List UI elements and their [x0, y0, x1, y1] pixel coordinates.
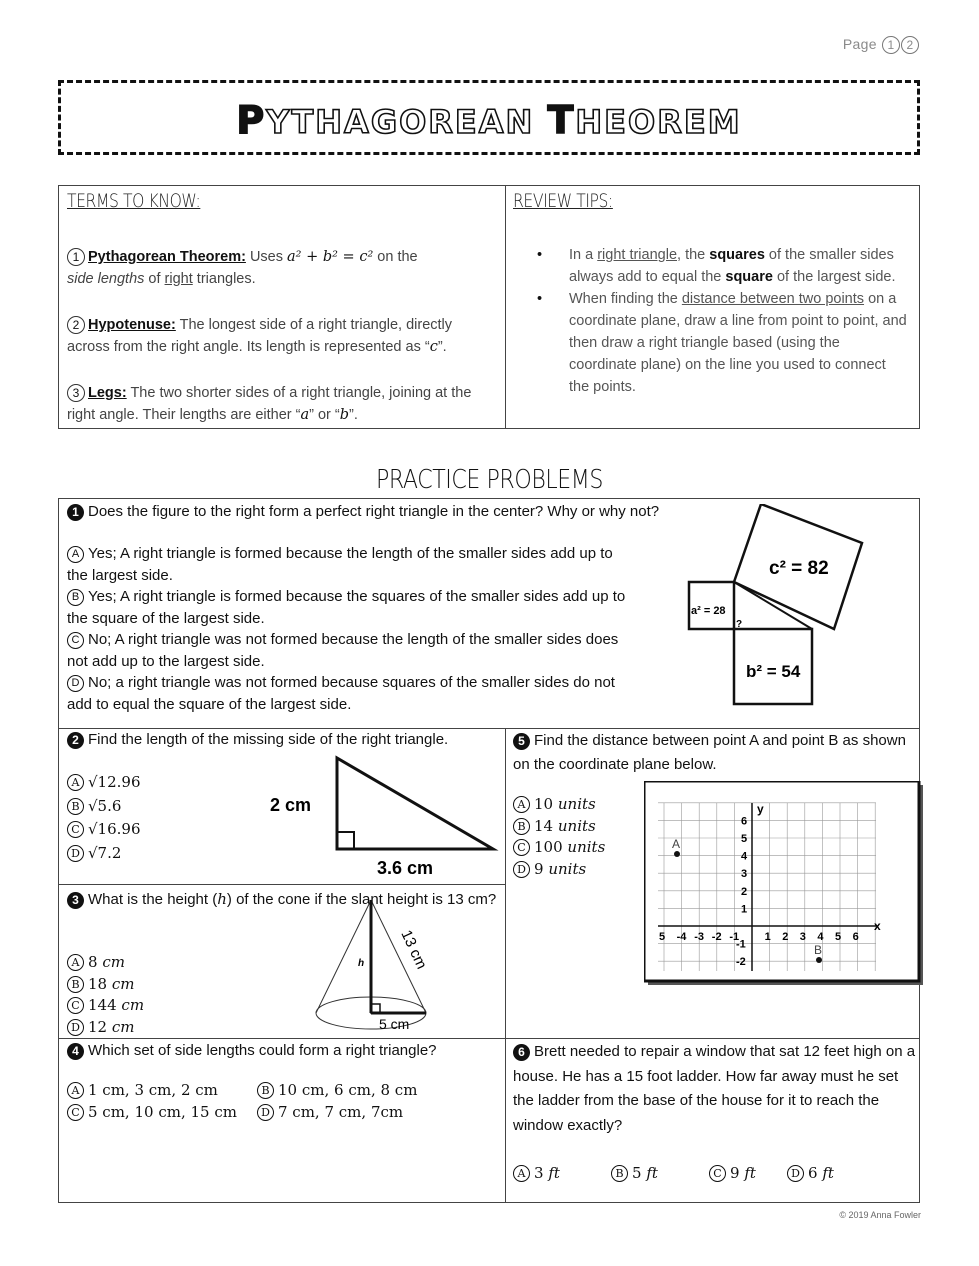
page-title: [61, 98, 917, 142]
x-tick-label: 2: [782, 931, 789, 943]
x-tick-label: 5: [659, 931, 666, 943]
title-part-1: YTHAGOREAN: [266, 103, 548, 141]
term-pythagorean: [67, 246, 497, 290]
tip-item: [537, 288, 907, 398]
option-text: 5 cm, 10 cm, 15 cm: [88, 1102, 237, 1121]
question-number: 3: [67, 892, 84, 909]
y-tick-label: 1: [741, 903, 748, 916]
q3-option-d[interactable]: [67, 1017, 267, 1039]
option-letter: B: [67, 976, 84, 993]
x-tick-label: 5: [835, 931, 842, 943]
page-label-text: Page: [842, 36, 877, 52]
q6-option-c[interactable]: [709, 1163, 787, 1185]
option-letter: A: [513, 796, 530, 813]
option-text: Yes; A right triangle is formed because the squares of the smaller sides add up to the square of the largest side.: [67, 588, 626, 627]
bullet: •: [537, 291, 543, 307]
term-text: side lengths: [67, 271, 145, 287]
option-letter: B: [257, 1082, 274, 1099]
question-number: 5: [513, 733, 530, 750]
option-letter: A: [67, 546, 84, 563]
term-text: on the: [377, 249, 418, 265]
q4-option-c[interactable]: [67, 1102, 257, 1124]
q5-options: [513, 794, 643, 880]
q6-option-d[interactable]: [787, 1164, 834, 1182]
q2-option-c[interactable]: [67, 818, 267, 842]
x-tick-label: -3: [694, 931, 704, 943]
tip-text: on a coordinate plane, draw a line from point to point, and then draw a right triangle based (using the coordinate plane) on the line you used to connect the points.: [569, 291, 907, 395]
option-value: 14: [534, 816, 554, 835]
q1-option-a[interactable]: [67, 543, 637, 586]
term-var: b: [339, 407, 350, 423]
term-number: 3: [67, 384, 85, 402]
option-unit: ft: [548, 1164, 560, 1182]
term-name: Hypotenuse:: [88, 317, 176, 333]
q1-options: [67, 543, 637, 715]
y-tick-label: -2: [736, 956, 746, 969]
q2-options: [67, 771, 267, 865]
option-unit: ft: [822, 1164, 834, 1182]
q2-option-b[interactable]: [67, 795, 267, 819]
q3-options: [67, 952, 267, 1038]
term-text: right: [164, 271, 193, 287]
tips-header: REVIEW TIPS:: [513, 190, 613, 212]
point-b: [816, 957, 822, 963]
option-letter: D: [67, 845, 84, 862]
option-value: 5: [632, 1164, 642, 1182]
bullet: •: [537, 247, 543, 263]
q4-option-a[interactable]: [67, 1080, 257, 1102]
term-text: triangles.: [196, 271, 256, 287]
page-number-2: 2: [901, 36, 919, 54]
y-tick-label: 4: [741, 850, 748, 863]
question-4: [67, 1040, 497, 1062]
option-letter: A: [67, 774, 84, 791]
label-radius: 5 cm: [379, 1016, 410, 1032]
question-2: [67, 729, 497, 751]
x-tick-label: -4: [676, 931, 687, 943]
option-value: 3: [534, 1164, 544, 1182]
option-unit: units: [557, 795, 596, 813]
question-number: 4: [67, 1043, 84, 1060]
practice-title: PRACTICE PROBLEMS: [375, 465, 604, 495]
title-part-2: HEOREM: [575, 103, 742, 141]
option-unit: units: [567, 838, 606, 856]
option-letter: B: [67, 798, 84, 815]
option-unit: cm: [102, 953, 125, 971]
tip-text: square: [725, 269, 773, 285]
term-text: Uses: [249, 249, 283, 265]
option-letter: A: [67, 954, 84, 971]
q3-option-a[interactable]: [67, 952, 267, 974]
tip-text: squares: [709, 247, 765, 263]
page-label: [843, 36, 919, 54]
option-value: 12: [88, 1017, 108, 1036]
x-tick-label: 1: [764, 931, 771, 943]
terms-header: TERMS TO KNOW:: [67, 190, 201, 212]
option-text: √7.2: [88, 843, 122, 862]
option-letter: A: [513, 1165, 530, 1182]
question-number: 1: [67, 504, 84, 521]
option-letter: D: [513, 861, 530, 878]
term-var: a: [300, 407, 310, 423]
question-1: [67, 501, 767, 523]
label-a2: a² = 28: [691, 605, 726, 617]
q5-option-a[interactable]: [513, 794, 643, 816]
q4-option-b[interactable]: [257, 1081, 417, 1099]
tip-text: right triangle: [597, 247, 678, 263]
q5-option-d[interactable]: [513, 859, 643, 881]
term-text: The longest side of a right triangle, directly across from the right angle. Its length is represented as “: [67, 317, 453, 355]
q3-option-c[interactable]: [67, 995, 267, 1017]
q6-options: [513, 1163, 918, 1185]
point-b-label: B: [814, 943, 823, 957]
tip-text: When finding the: [569, 291, 678, 307]
info-divider: [505, 186, 506, 428]
tip-item: [537, 244, 907, 288]
option-value: 18: [88, 974, 108, 993]
x-tick-label: 3: [799, 931, 806, 943]
q5-option-b[interactable]: [513, 816, 643, 838]
q4-options: [67, 1080, 497, 1123]
x-tick-label: -2: [711, 931, 722, 943]
option-letter: D: [787, 1165, 804, 1182]
question-text: Find the length of the missing side of the right triangle.: [88, 731, 449, 748]
y-tick-label: 3: [741, 868, 748, 881]
option-value: 9: [534, 859, 544, 878]
q6-option-b[interactable]: [611, 1163, 709, 1185]
question-text: What is the height (: [88, 891, 218, 908]
cone-figure: [309, 896, 489, 1036]
tip-text: of the largest side.: [776, 269, 896, 285]
option-unit: ft: [744, 1164, 756, 1182]
title-initial-t: T: [547, 98, 576, 142]
question-6: [513, 1040, 918, 1138]
option-text: No; a right triangle was not formed because squares of the smaller sides do not add to equal the square of the largest side.: [67, 674, 615, 713]
option-letter: C: [513, 839, 530, 856]
x-axis-label: x: [874, 919, 881, 933]
option-text: No; A right triangle was not formed because the length of the smaller sides does not add up to the largest side.: [67, 631, 619, 670]
term-text: ” or “: [309, 407, 340, 423]
q1-option-d[interactable]: [67, 672, 637, 715]
question-text: Brett needed to repair a window that sat 12 feet high on a house. He has a 15 foot ladder. How far away must he set the ladder from the base of the house for it to reach the window exactly?: [513, 1043, 916, 1134]
term-legs: [67, 382, 497, 426]
tip-text: In a: [569, 247, 594, 263]
question-text: Find the distance between point A and point B as shown on the coordinate plane below.: [513, 732, 906, 773]
option-letter: A: [67, 1082, 84, 1099]
cone-side: [316, 900, 371, 1013]
label-b2: b² = 54: [746, 662, 801, 681]
option-letter: C: [67, 632, 84, 649]
option-value: 6: [808, 1164, 818, 1182]
page-number-1: 1: [882, 36, 900, 54]
option-letter: B: [67, 589, 84, 606]
triangle: [337, 758, 493, 849]
point-a: [674, 851, 680, 857]
label-unknown: ?: [736, 619, 743, 630]
term-text: The two shorter sides of a right triangle, joining at the right angle. Their lengths are either “: [67, 385, 472, 423]
question-text: Does the figure to the right form a perfect right triangle in the center? Why or why not?: [88, 503, 660, 520]
term-var: c: [429, 339, 438, 355]
x-tick-label: 6: [852, 931, 859, 943]
grid-line: [59, 1038, 919, 1039]
plane-frame: [644, 781, 919, 981]
q3-option-b[interactable]: [67, 974, 267, 996]
option-unit: units: [557, 816, 596, 835]
grid-line: [505, 728, 506, 1202]
y-tick-label: 5: [741, 833, 748, 845]
option-text: √5.6: [88, 796, 122, 815]
option-value: 9: [730, 1164, 740, 1182]
practice-grid: [58, 498, 920, 1203]
option-letter: D: [67, 1019, 84, 1036]
option-text: 7 cm, 7 cm, 7cm: [278, 1102, 404, 1121]
q2-option-a[interactable]: [67, 771, 267, 795]
y-tick-label: 6: [741, 815, 748, 828]
y-tick-label: 2: [741, 885, 748, 898]
tip-text: distance between two points: [681, 291, 865, 307]
question-text: ) of the cone if the slant height is 13 cm?: [226, 891, 497, 908]
label-c2: c² = 82: [769, 558, 829, 579]
term-hypotenuse: [67, 314, 497, 358]
coordinate-plane: [644, 781, 929, 991]
option-value: 144: [88, 996, 117, 1014]
info-section: [58, 185, 920, 429]
option-text: √16.96: [88, 820, 141, 838]
x-tick-label: 4: [817, 931, 824, 943]
option-letter: B: [611, 1165, 628, 1182]
q1-option-c[interactable]: [67, 629, 637, 672]
q2-option-d[interactable]: [67, 842, 267, 866]
term-number: 2: [67, 316, 85, 334]
label-h: h: [358, 958, 365, 969]
option-letter: C: [67, 1104, 84, 1121]
option-unit: units: [548, 859, 587, 878]
question-number: 2: [67, 732, 84, 749]
grid-line: [59, 884, 505, 885]
option-letter: D: [257, 1104, 274, 1121]
option-unit: ft: [646, 1164, 658, 1182]
tip-text: , the: [677, 247, 706, 263]
copyright: © 2019 Anna Fowler: [839, 1210, 921, 1220]
term-number: 1: [67, 248, 85, 266]
title-box: [58, 80, 920, 155]
q6-option-a[interactable]: [513, 1163, 611, 1185]
option-text: √12.96: [88, 773, 141, 791]
term-equation: a² + b² = c²: [287, 249, 374, 265]
tips-list: [537, 244, 907, 398]
title-initial-p: P: [236, 98, 267, 142]
y-tick-label: -1: [736, 938, 746, 951]
label-slant: 13 cm: [397, 927, 431, 972]
q5-option-c[interactable]: [513, 837, 643, 859]
option-unit: cm: [111, 1017, 135, 1036]
option-text: 10 cm, 6 cm, 8 cm: [278, 1081, 418, 1099]
question-5: [513, 729, 913, 777]
option-unit: cm: [111, 974, 135, 993]
option-letter: B: [513, 818, 530, 835]
option-letter: D: [67, 675, 84, 692]
label-side: 2 cm: [270, 795, 312, 815]
q4-option-d[interactable]: [257, 1103, 403, 1121]
option-letter: C: [709, 1165, 726, 1182]
q1-option-b[interactable]: [67, 586, 637, 629]
y-axis-label: y: [757, 802, 764, 816]
term-name: Pythagorean Theorem:: [88, 249, 246, 265]
option-value: 100: [534, 838, 563, 856]
option-value: 10: [534, 795, 554, 813]
squares-figure: [684, 504, 864, 714]
question-number: 6: [513, 1044, 530, 1061]
term-name: Legs:: [88, 385, 127, 401]
option-unit: cm: [121, 996, 145, 1014]
option-letter: C: [67, 997, 84, 1014]
point-a-label: A: [672, 837, 681, 851]
option-text: Yes; A right triangle is formed because the length of the smaller sides add up to the largest side.: [67, 545, 613, 584]
term-text: ”.: [437, 339, 447, 355]
option-text: 1 cm, 3 cm, 2 cm: [88, 1081, 218, 1099]
label-base: 3.6 cm: [377, 858, 434, 878]
term-text: ”.: [349, 407, 358, 423]
question-var: h: [217, 890, 227, 908]
option-value: 8: [88, 953, 98, 971]
x-tick-label: -1: [729, 931, 740, 943]
question-text: Which set of side lengths could form a right triangle?: [88, 1042, 437, 1059]
option-letter: C: [67, 821, 84, 838]
tip-text: of the smaller sides always add to equal the: [569, 247, 894, 285]
term-text: of: [148, 271, 161, 287]
right-triangle-figure: [264, 754, 504, 882]
